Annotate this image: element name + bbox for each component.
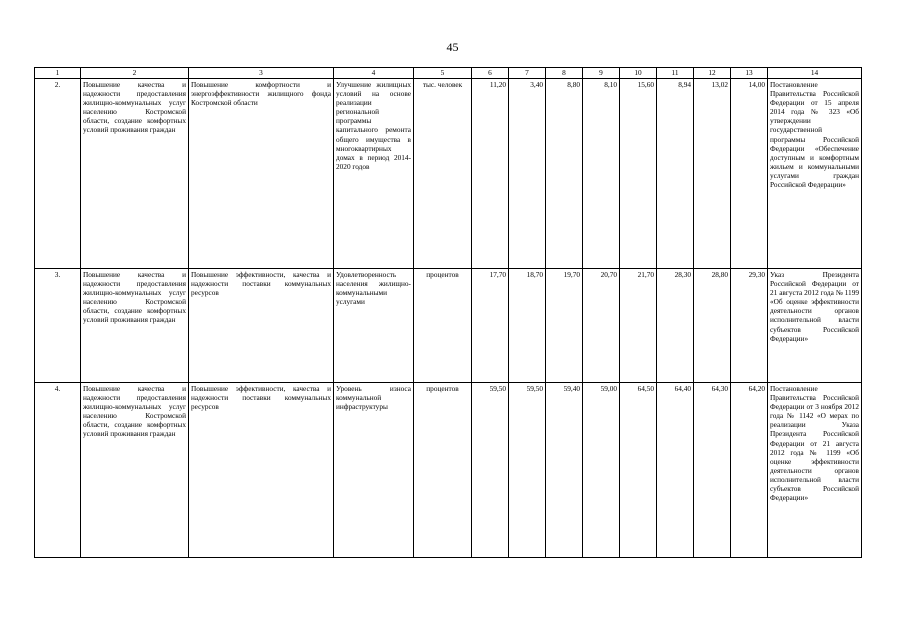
row-goal: Повышение качества и надежности предоставления жилищно-коммунальных услуг населению Костромской области, создание комфортных условий проживания граждан <box>81 269 189 383</box>
row-legal-basis: Указ Президента Российской Федерации от 21 августа 2012 года № 1199 «Об оценке эффективности деятельности органов исполнительной власти субъектов Российской Федерации» <box>768 269 862 383</box>
column-header: 4 <box>334 68 414 79</box>
column-header: 1 <box>35 68 81 79</box>
column-number-row <box>35 68 862 79</box>
row-goal: Повышение качества и надежности предоставления жилищно-коммунальных услуг населению Костромской области, создание комфортных условий проживания граждан <box>81 79 189 269</box>
column-header: 5 <box>414 68 472 79</box>
row-value: 14,00 <box>731 79 768 269</box>
row-value: 28,30 <box>657 269 694 383</box>
indicators-table <box>34 67 862 558</box>
row-value: 64,20 <box>731 383 768 558</box>
row-value: 59,40 <box>546 383 583 558</box>
column-header: 2 <box>81 68 189 79</box>
row-legal-basis: Постановление Правительства Российской Федерации от 15 апреля 2014 года № 323 «Об утверждении государственной программы Российской Федерации «Обеспечение доступным и комфортным жильем и коммунальными услугами граждан Российской Федерации» <box>768 79 862 269</box>
row-legal-basis: Постановление Правительства Российской Федерации от 3 ноября 2012 года № 1142 «О мерах по реализации Указа Президента Российской Федерации от 21 августа 2012 года № 1199 «Об оценке эффективности деятельности органов исполнительной власти субъектов Российской Федерации» <box>768 383 862 558</box>
page-number: 45 <box>446 40 459 54</box>
column-header: 12 <box>694 68 731 79</box>
row-task: Повышение эффективности, качества и надежности поставки коммунальных ресурсов <box>189 269 334 383</box>
column-header: 13 <box>731 68 768 79</box>
row-number: 3. <box>35 269 81 383</box>
row-value: 8,94 <box>657 79 694 269</box>
row-value: 64,30 <box>694 383 731 558</box>
row-unit: тыс. человек <box>414 79 472 269</box>
row-unit: процентов <box>414 269 472 383</box>
row-value: 28,80 <box>694 269 731 383</box>
row-value: 8,10 <box>583 79 620 269</box>
row-value: 15,60 <box>620 79 657 269</box>
column-header: 10 <box>620 68 657 79</box>
row-value: 64,40 <box>657 383 694 558</box>
row-task: Повышение комфортности и энергоэффективности жилищного фонда Костромской области <box>189 79 334 269</box>
row-task: Повышение эффективности, качества и надежности поставки коммунальных ресурсов <box>189 383 334 558</box>
column-header: 3 <box>189 68 334 79</box>
row-value: 11,20 <box>472 79 509 269</box>
row-value: 3,40 <box>509 79 546 269</box>
row-goal: Повышение качества и надежности предоставления жилищно-коммунальных услуг населению Костромской области, создание комфортных условий проживания граждан <box>81 383 189 558</box>
column-header: 6 <box>472 68 509 79</box>
row-value: 13,02 <box>694 79 731 269</box>
row-indicator: Уровень износа коммунальной инфраструктуры <box>334 383 414 558</box>
row-value: 21,70 <box>620 269 657 383</box>
column-header: 9 <box>583 68 620 79</box>
row-value: 59,50 <box>472 383 509 558</box>
column-header: 7 <box>509 68 546 79</box>
row-indicator: Улучшение жилищных условий на основе реализации региональной программы капитального ремонта общего имущества в многоквартирных домах в период 2014-2020 годов <box>334 79 414 269</box>
row-value: 19,70 <box>546 269 583 383</box>
row-number: 2. <box>35 79 81 269</box>
row-value: 64,50 <box>620 383 657 558</box>
table-row <box>35 383 862 558</box>
table-row <box>35 269 862 383</box>
row-value: 59,00 <box>583 383 620 558</box>
row-value: 17,70 <box>472 269 509 383</box>
column-header: 11 <box>657 68 694 79</box>
table-row <box>35 79 862 269</box>
row-value: 18,70 <box>509 269 546 383</box>
row-unit: процентов <box>414 383 472 558</box>
row-number: 4. <box>35 383 81 558</box>
row-value: 29,30 <box>731 269 768 383</box>
column-header: 8 <box>546 68 583 79</box>
column-header: 14 <box>768 68 862 79</box>
row-value: 59,50 <box>509 383 546 558</box>
row-value: 20,70 <box>583 269 620 383</box>
row-value: 8,80 <box>546 79 583 269</box>
row-indicator: Удовлетворенность населения жилищно-коммунальными услугами <box>334 269 414 383</box>
